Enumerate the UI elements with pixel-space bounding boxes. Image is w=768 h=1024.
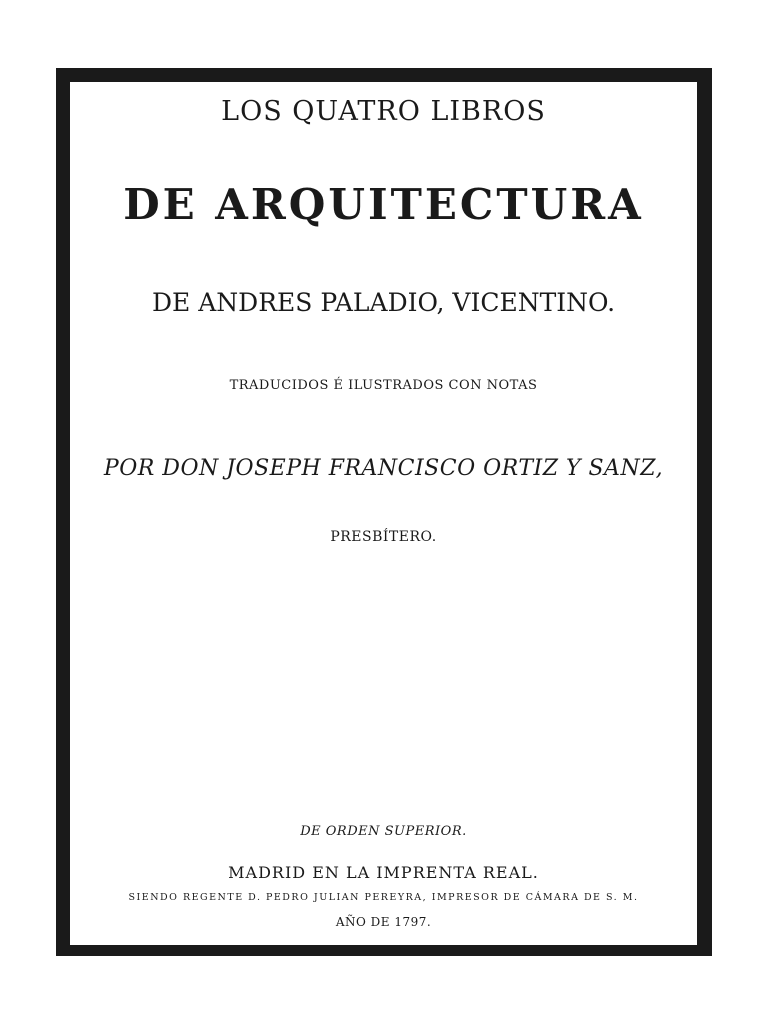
imprint-press: MADRID EN LA IMPRENTA REAL. xyxy=(228,863,539,882)
title-line-de-arquitectura: DE ARQUITECTURA xyxy=(123,180,644,229)
translator-line: POR DON JOSEPH FRANCISCO ORTIZ Y SANZ, xyxy=(103,456,664,481)
translation-note: TRADUCIDOS É ILUSTRADOS CON NOTAS xyxy=(229,378,538,393)
translator-title: PRESBÍTERO. xyxy=(330,529,437,545)
imprint-authority: DE ORDEN SUPERIOR. xyxy=(300,824,467,839)
author-line: DE ANDRES PALADIO, VICENTINO. xyxy=(151,288,616,317)
title-page xyxy=(70,82,697,945)
imprint-regent: SIENDO REGENTE D. PEDRO JULIAN PEREYRA, IMPRESOR DE CÁMARA DE S. M. xyxy=(128,892,639,903)
page-frame xyxy=(56,68,712,956)
title-line-los-quatro-libros: LOS QUATRO LIBROS xyxy=(221,96,546,127)
imprint-year: AÑO DE 1797. xyxy=(335,915,432,929)
